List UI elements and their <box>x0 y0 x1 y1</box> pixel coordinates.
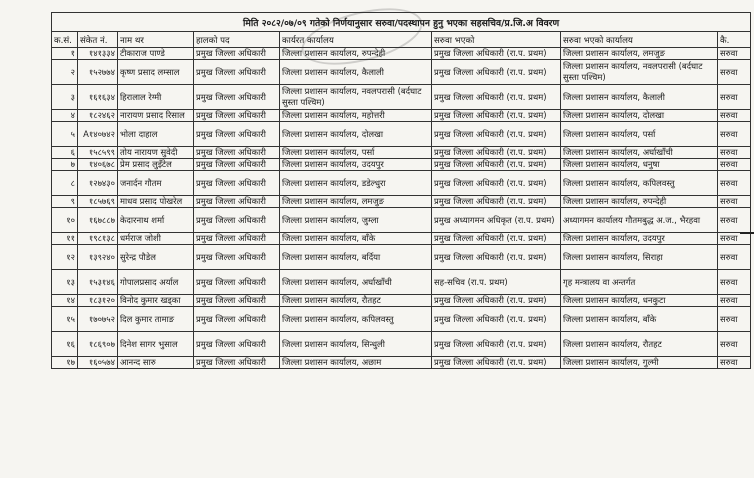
cell-transfer-office: अध्यागमन कार्यालय गौतमबुद्ध अ.ज., भैरहवा <box>561 208 718 233</box>
cell-code: १४०६७८ <box>78 159 118 171</box>
cell-post: प्रमुख जिल्ला अधिकारी <box>194 110 280 122</box>
cell-transfer-post: प्रमुख जिल्ला अधिकारी (रा.प. प्रथम) <box>432 48 561 60</box>
cell-code: A१४०७४२ <box>78 122 118 147</box>
cell-post: प्रमुख जिल्ला अधिकारी <box>194 60 280 85</box>
cell-code: १३९२४० <box>78 245 118 270</box>
cell-transfer-post: प्रमुख जिल्ला अधिकारी (रा.प. प्रथम) <box>432 159 561 171</box>
cell-sn: २ <box>52 60 78 85</box>
table-row <box>52 208 751 233</box>
cell-remark: सरुवा <box>718 357 751 369</box>
cell-name: आनन्द सारु <box>118 357 194 369</box>
cell-office: जिल्ला प्रशासन कार्यालय, बाँके <box>280 233 432 245</box>
cell-transfer-office: जिल्ला प्रशासन कार्यालय, धनुषा <box>561 159 718 171</box>
cell-code: १६०५७४ <box>78 357 118 369</box>
cell-remark: सरुवा <box>718 307 751 332</box>
cell-transfer-post: प्रमुख जिल्ला अधिकारी (रा.प. प्रथम) <box>432 357 561 369</box>
cell-transfer-post: सह-सचिव (रा.प. प्रथम) <box>432 270 561 295</box>
cell-transfer-post: प्रमुख जिल्ला अधिकारी (रा.प. प्रथम) <box>432 85 561 110</box>
cell-remark: सरुवा <box>718 60 751 85</box>
cell-transfer-office: जिल्ला प्रशासन कार्यालय, धनकुटा <box>561 295 718 307</box>
cell-office: जिल्ला प्रशासन कार्यालय, बर्दिया <box>280 245 432 270</box>
cell-name: नारायण प्रसाद रिसाल <box>118 110 194 122</box>
cell-office: जिल्ला प्रशासन कार्यालय, रुपन्देही <box>280 48 432 60</box>
cell-transfer-office: जिल्ला प्रशासन कार्यालय, रुपन्देही <box>561 196 718 208</box>
cell-remark: सरुवा <box>718 208 751 233</box>
table-row <box>52 233 751 245</box>
cell-sn: ५ <box>52 122 78 147</box>
cell-office: जिल्ला प्रशासन कार्यालय, महोत्तरी <box>280 110 432 122</box>
cell-name: सुरेन्द्र पौडेल <box>118 245 194 270</box>
table-row <box>52 147 751 159</box>
cell-code: १८३१२० <box>78 295 118 307</box>
cell-office: जिल्ला प्रशासन कार्यालय, कैलाली <box>280 60 432 85</box>
cell-code: १६७८८७ <box>78 208 118 233</box>
cell-transfer-post: प्रमुख अध्यागमन अधिकृत (रा.प. प्रथम) <box>432 208 561 233</box>
cell-post: प्रमुख जिल्ला अधिकारी <box>194 122 280 147</box>
cell-remark: सरुवा <box>718 295 751 307</box>
cell-office: जिल्ला प्रशासन कार्यालय, रौतहट <box>280 295 432 307</box>
cell-code: १९८१३८ <box>78 233 118 245</box>
table-row <box>52 245 751 270</box>
cell-post: प्रमुख जिल्ला अधिकारी <box>194 171 280 196</box>
cell-code: १४१३३४ <box>78 48 118 60</box>
cell-post: प्रमुख जिल्ला अधिकारी <box>194 159 280 171</box>
cell-office: जिल्ला प्रशासन कार्यालय, सिन्धुली <box>280 332 432 357</box>
cell-code: १६१६३४ <box>78 85 118 110</box>
cell-office: जिल्ला प्रशासन कार्यालय, कपिलवस्तु <box>280 307 432 332</box>
table-row <box>52 110 751 122</box>
cell-sn: १५ <box>52 307 78 332</box>
cell-office: जिल्ला प्रशासन कार्यालय, नवलपरासी (बर्दघाट सुस्ता पश्चिम) <box>280 85 432 110</box>
table-row <box>52 85 751 110</box>
cell-name: दिल कुमार तामाङ <box>118 307 194 332</box>
cell-code: १८६९०७ <box>78 332 118 357</box>
cell-sn: १७ <box>52 357 78 369</box>
cell-transfer-post: प्रमुख जिल्ला अधिकारी (रा.प. प्रथम) <box>432 295 561 307</box>
cell-remark: सरुवा <box>718 196 751 208</box>
cell-transfer-office: जिल्ला प्रशासन कार्यालय, गुल्मी <box>561 357 718 369</box>
col-header-transfer-post: सरुवा भएको <box>432 32 561 48</box>
cell-office: जिल्ला प्रशासन कार्यालय, अर्घाखाँची <box>280 270 432 295</box>
cell-transfer-office: जिल्ला प्रशासन कार्यालय, उदयपुर <box>561 233 718 245</box>
cell-transfer-office: जिल्ला प्रशासन कार्यालय, दोलखा <box>561 110 718 122</box>
cell-name: भोला दाहाल <box>118 122 194 147</box>
cell-transfer-office: जिल्ला प्रशासन कार्यालय, अर्घाखाँची <box>561 147 718 159</box>
cell-transfer-post: प्रमुख जिल्ला अधिकारी (रा.प. प्रथम) <box>432 171 561 196</box>
cell-post: प्रमुख जिल्ला अधिकारी <box>194 196 280 208</box>
cell-post: प्रमुख जिल्ला अधिकारी <box>194 245 280 270</box>
cell-remark: सरुवा <box>718 147 751 159</box>
margin-mark <box>740 232 754 234</box>
table-row <box>52 270 751 295</box>
col-header-code: संकेत नं. <box>78 32 118 48</box>
cell-office: जिल्ला प्रशासन कार्यालय, उदयपुर <box>280 159 432 171</box>
col-header-post: हालको पद <box>194 32 280 48</box>
cell-name: कृष्ण प्रसाद लम्साल <box>118 60 194 85</box>
cell-name: केदारनाथ शर्मा <box>118 208 194 233</box>
col-header-transfer-office: सरुवा भएको कार्यालय <box>561 32 718 48</box>
cell-office: जिल्ला प्रशासन कार्यालय, दोलखा <box>280 122 432 147</box>
cell-post: प्रमुख जिल्ला अधिकारी <box>194 48 280 60</box>
cell-office: जिल्ला प्रशासन कार्यालय, जुम्ला <box>280 208 432 233</box>
cell-post: प्रमुख जिल्ला अधिकारी <box>194 147 280 159</box>
cell-name: प्रेम प्रसाद लुइँटेल <box>118 159 194 171</box>
cell-remark: सरुवा <box>718 85 751 110</box>
table-row <box>52 196 751 208</box>
cell-name: धर्मराज जोशी <box>118 233 194 245</box>
cell-transfer-office: जिल्ला प्रशासन कार्यालय, रौतहट <box>561 332 718 357</box>
table-row <box>52 171 751 196</box>
cell-sn: ११ <box>52 233 78 245</box>
cell-sn: ७ <box>52 159 78 171</box>
cell-remark: सरुवा <box>718 233 751 245</box>
cell-transfer-office: जिल्ला प्रशासन कार्यालय, सिराहा <box>561 245 718 270</box>
cell-sn: १३ <box>52 270 78 295</box>
col-header-sn: क.सं. <box>52 32 78 48</box>
cell-code: १२७४३० <box>78 171 118 196</box>
cell-transfer-post: प्रमुख जिल्ला अधिकारी (रा.प. प्रथम) <box>432 233 561 245</box>
cell-remark: सरुवा <box>718 122 751 147</box>
cell-post: प्रमुख जिल्ला अधिकारी <box>194 233 280 245</box>
cell-transfer-post: प्रमुख जिल्ला अधिकारी (रा.प. प्रथम) <box>432 147 561 159</box>
cell-remark: सरुवा <box>718 171 751 196</box>
document-title: मिति २०८२/०७/०९ गतेको निर्णयानुसार सरुवा/पदस्थापन हुनु भएका सहसचिव/प्र.जि.अ विवरण <box>52 13 751 32</box>
cell-remark: सरुवा <box>718 245 751 270</box>
cell-post: प्रमुख जिल्ला अधिकारी <box>194 85 280 110</box>
col-header-name: नाम थर <box>118 32 194 48</box>
table-row <box>52 295 751 307</box>
cell-code: १५३१४६ <box>78 270 118 295</box>
cell-name: जनार्दन गौतम <box>118 171 194 196</box>
cell-office: जिल्ला प्रशासन कार्यालय, डडेल्धुरा <box>280 171 432 196</box>
cell-remark: सरुवा <box>718 159 751 171</box>
cell-transfer-post: प्रमुख जिल्ला अधिकारी (रा.प. प्रथम) <box>432 307 561 332</box>
cell-name: गोपालप्रसाद अर्याल <box>118 270 194 295</box>
cell-sn: ८ <box>52 171 78 196</box>
cell-remark: सरुवा <box>718 110 751 122</box>
cell-post: प्रमुख जिल्ला अधिकारी <box>194 208 280 233</box>
cell-transfer-post: प्रमुख जिल्ला अधिकारी (रा.प. प्रथम) <box>432 332 561 357</box>
cell-sn: १ <box>52 48 78 60</box>
cell-sn: ६ <box>52 147 78 159</box>
cell-transfer-office: जिल्ला प्रशासन कार्यालय, लमजुङ <box>561 48 718 60</box>
cell-transfer-office: जिल्ला प्रशासन कार्यालय, कपिलवस्तु <box>561 171 718 196</box>
cell-code: १५२७७४ <box>78 60 118 85</box>
cell-code: १७०७५२ <box>78 307 118 332</box>
cell-code: १८५७६९ <box>78 196 118 208</box>
cell-transfer-office: जिल्ला प्रशासन कार्यालय, बाँके <box>561 307 718 332</box>
cell-sn: ९ <box>52 196 78 208</box>
cell-sn: ३ <box>52 85 78 110</box>
cell-office: जिल्ला प्रशासन कार्यालय, पर्सा <box>280 147 432 159</box>
cell-transfer-post: प्रमुख जिल्ला अधिकारी (रा.प. प्रथम) <box>432 60 561 85</box>
cell-sn: १६ <box>52 332 78 357</box>
table-row <box>52 60 751 85</box>
cell-post: प्रमुख जिल्ला अधिकारी <box>194 270 280 295</box>
cell-remark: सरुवा <box>718 270 751 295</box>
cell-name: विनोद कुमार खड्का <box>118 295 194 307</box>
title-row <box>52 13 751 32</box>
cell-name: दिनेश सागर भुसाल <box>118 332 194 357</box>
cell-transfer-office: गृह मन्त्रालय वा अन्तर्गत <box>561 270 718 295</box>
cell-post: प्रमुख जिल्ला अधिकारी <box>194 307 280 332</box>
cell-office: जिल्ला प्रशासन कार्यालय, लमजुङ <box>280 196 432 208</box>
cell-transfer-post: प्रमुख जिल्ला अधिकारी (रा.प. प्रथम) <box>432 110 561 122</box>
cell-sn: ४ <box>52 110 78 122</box>
cell-transfer-post: प्रमुख जिल्ला अधिकारी (रा.प. प्रथम) <box>432 245 561 270</box>
transfer-table <box>51 12 751 369</box>
cell-transfer-office: जिल्ला प्रशासन कार्यालय, पर्सा <box>561 122 718 147</box>
table-row <box>52 122 751 147</box>
cell-post: प्रमुख जिल्ला अधिकारी <box>194 295 280 307</box>
cell-name: माधव प्रसाद पोखरेल <box>118 196 194 208</box>
cell-code: १५८५९९ <box>78 147 118 159</box>
col-header-remark: कै. <box>718 32 751 48</box>
header-row <box>52 32 751 48</box>
cell-sn: १० <box>52 208 78 233</box>
cell-sn: १४ <box>52 295 78 307</box>
col-header-office: कार्यरत कार्यालय <box>280 32 432 48</box>
table-row <box>52 332 751 357</box>
cell-remark: सरुवा <box>718 48 751 60</box>
table-row <box>52 48 751 60</box>
cell-post: प्रमुख जिल्ला अधिकारी <box>194 332 280 357</box>
cell-transfer-office: जिल्ला प्रशासन कार्यालय, कैलाली <box>561 85 718 110</box>
cell-name: टीकाराज पाण्डे <box>118 48 194 60</box>
cell-transfer-post: प्रमुख जिल्ला अधिकारी (रा.प. प्रथम) <box>432 122 561 147</box>
cell-name: तोय नारायण सुवेदी <box>118 147 194 159</box>
cell-name: हिरालाल रेग्मी <box>118 85 194 110</box>
cell-code: १८२४६२ <box>78 110 118 122</box>
cell-post: प्रमुख जिल्ला अधिकारी <box>194 357 280 369</box>
table-row <box>52 307 751 332</box>
table-row <box>52 357 751 369</box>
cell-transfer-post: प्रमुख जिल्ला अधिकारी (रा.प. प्रथम) <box>432 196 561 208</box>
cell-remark: सरुवा <box>718 332 751 357</box>
cell-sn: १२ <box>52 245 78 270</box>
cell-transfer-office: जिल्ला प्रशासन कार्यालय, नवलपरासी (बर्दघाट सुस्ता पश्चिम) <box>561 60 718 85</box>
table-row <box>52 159 751 171</box>
cell-office: जिल्ला प्रशासन कार्यालय, अछाम <box>280 357 432 369</box>
